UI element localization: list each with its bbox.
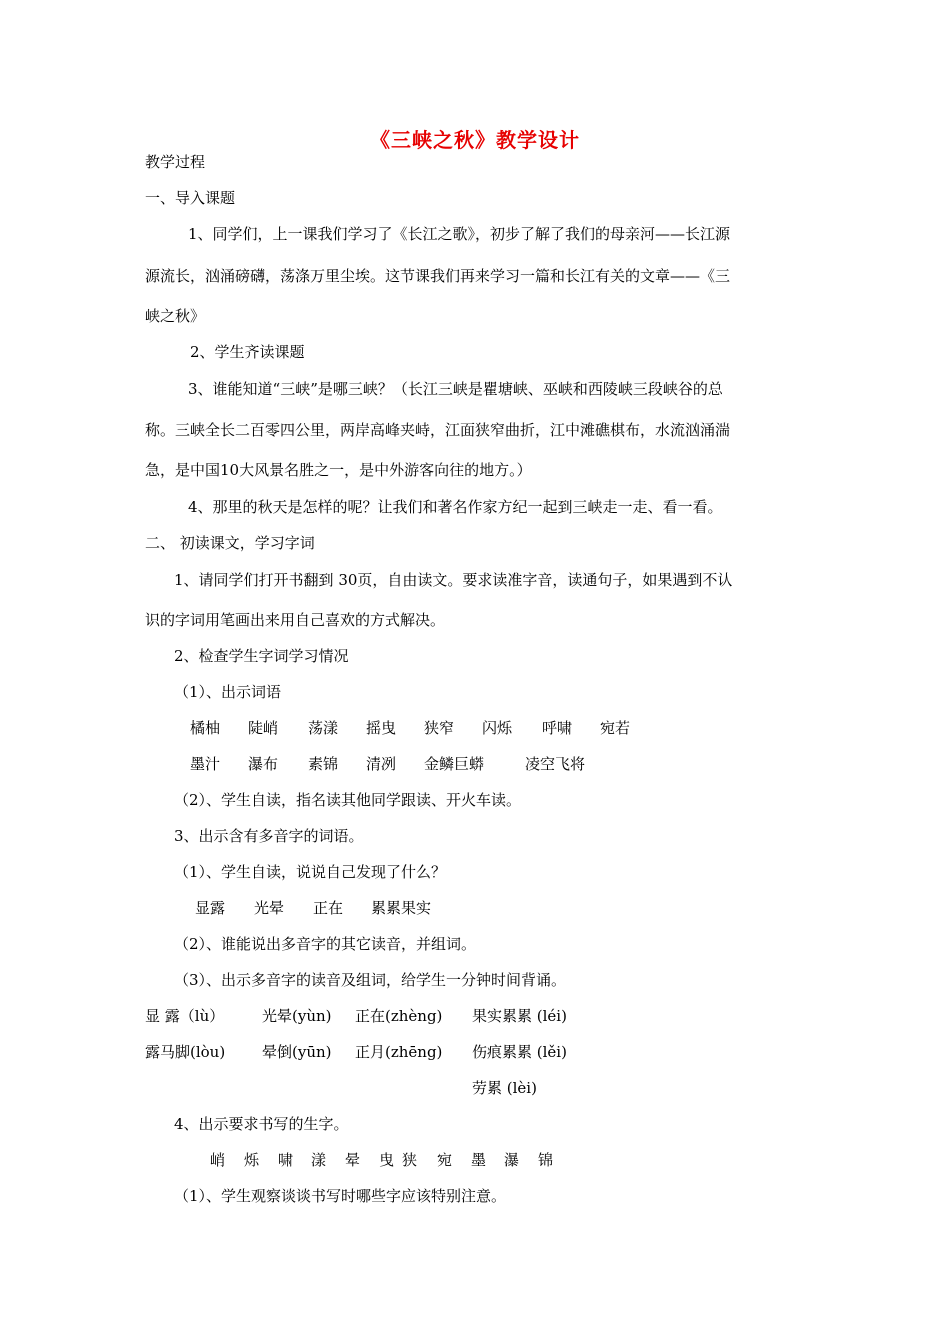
word-item: 累累果实 xyxy=(371,899,432,917)
write-characters-row xyxy=(0,1150,950,1170)
word-item: 狭窄 xyxy=(424,719,455,737)
word-item: 瀑布 xyxy=(248,755,279,773)
word-item: 清冽 xyxy=(366,755,397,773)
paragraph-line: （3）、出示多音字的读音及组词，给学生一分钟时间背诵。 xyxy=(174,971,567,989)
word-item: 显露 xyxy=(195,899,226,917)
section-heading-2: 二、 初读课文，学习字词 xyxy=(145,534,315,552)
word-item: 闪烁 xyxy=(482,719,513,737)
paragraph-line: 2、学生齐读课题 xyxy=(190,343,305,361)
paragraph-line: 源流长，汹涌磅礴，荡涤万里尘埃。这节课我们再来学习一篇和长江有关的文章——《三 xyxy=(145,267,731,285)
section-heading-1: 一、导入课题 xyxy=(145,189,236,207)
pinyin-item: 露马脚(lòu) xyxy=(145,1043,226,1061)
section-heading-process: 教学过程 xyxy=(145,153,206,171)
paragraph-line: 急，是中国10大风景名胜之一，是中外游客向往的地方。） xyxy=(145,461,532,479)
pinyin-item: 劳累 (lèi) xyxy=(472,1079,537,1097)
word-item: 光晕 xyxy=(254,899,285,917)
paragraph-line: 2、检查学生字词学习情况 xyxy=(174,647,349,665)
word-item: 素锦 xyxy=(308,755,339,773)
pinyin-row-2 xyxy=(0,1042,950,1062)
character-item: 漾 xyxy=(311,1151,327,1169)
character-item: 晕 xyxy=(345,1151,361,1169)
character-item: 峭 xyxy=(210,1151,226,1169)
word-item: 正在 xyxy=(313,899,344,917)
paragraph-line: （1）、出示词语 xyxy=(174,683,282,701)
pinyin-item: 正在(zhèng) xyxy=(355,1007,443,1025)
word-item: 陡峭 xyxy=(248,719,279,737)
character-item: 宛 xyxy=(437,1151,453,1169)
pinyin-row-1 xyxy=(0,1006,950,1026)
character-item: 墨 xyxy=(471,1151,487,1169)
character-item: 烁 xyxy=(244,1151,260,1169)
pinyin-item: 果实累累 (léi) xyxy=(472,1007,567,1025)
word-item: 荡漾 xyxy=(308,719,339,737)
paragraph-line: （1）、学生观察谈谈书写时哪些字应该特别注意。 xyxy=(174,1187,507,1205)
character-item: 瀑 xyxy=(504,1151,520,1169)
paragraph-line: 4、那里的秋天是怎样的呢？让我们和著名作家方纪一起到三峡走一走、看一看。 xyxy=(188,498,723,516)
word-item: 凌空飞将 xyxy=(525,755,586,773)
word-item: 宛若 xyxy=(600,719,631,737)
character-item: 啸 xyxy=(278,1151,294,1169)
polyphone-words-row xyxy=(0,898,950,918)
paragraph-line: （1）、学生自读，说说自己发现了什么？ xyxy=(174,863,447,881)
word-item: 呼啸 xyxy=(542,719,573,737)
paragraph-line: 识的字词用笔画出来用自己喜欢的方式解决。 xyxy=(145,611,446,629)
paragraph-line: 峡之秋》 xyxy=(145,307,206,325)
word-list-row-2 xyxy=(0,754,950,774)
pinyin-item: 晕倒(yūn) xyxy=(262,1043,332,1061)
word-item: 摇曳 xyxy=(366,719,397,737)
paragraph-line: 1、同学们，上一课我们学习了《长江之歌》，初步了解了我们的母亲河——长江源 xyxy=(188,225,731,243)
character-item: 曳 xyxy=(379,1151,395,1169)
paragraph-line: 1、请同学们打开书翻到 30页，自由读文。要求读准字音，读通句子，如果遇到不认 xyxy=(174,571,733,589)
paragraph-line: （2）、学生自读，指名读其他同学跟读、开火车读。 xyxy=(174,791,522,809)
pinyin-item: 显 露（lù） xyxy=(145,1007,225,1025)
paragraph-line: 4、出示要求书写的生字。 xyxy=(174,1115,349,1133)
paragraph-line: 3、出示含有多音字的词语。 xyxy=(174,827,364,845)
paragraph-line: 3、谁能知道“三峡”是哪三峡？（长江三峡是瞿塘峡、巫峡和西陵峡三段峡谷的总 xyxy=(188,380,723,398)
document-title: 《三峡之秋》教学设计 xyxy=(370,128,580,152)
word-item: 墨汁 xyxy=(190,755,221,773)
paragraph-line: （2）、谁能说出多音字的其它读音，并组词。 xyxy=(174,935,477,953)
word-list-row-1 xyxy=(0,718,950,738)
word-item: 金鳞巨蟒 xyxy=(424,755,485,773)
pinyin-item: 伤痕累累 (lěi) xyxy=(472,1043,567,1061)
word-item: 橘柚 xyxy=(190,719,221,737)
character-item: 锦 xyxy=(538,1151,554,1169)
paragraph-line: 称。三峡全长二百零四公里，两岸高峰夹峙，江面狭窄曲折，江中滩礁棋布，水流汹涌湍 xyxy=(145,421,731,439)
pinyin-row-3 xyxy=(0,1078,950,1098)
character-item: 狭 xyxy=(402,1151,418,1169)
pinyin-item: 光晕(yùn) xyxy=(262,1007,332,1025)
pinyin-item: 正月(zhēng) xyxy=(355,1043,443,1061)
